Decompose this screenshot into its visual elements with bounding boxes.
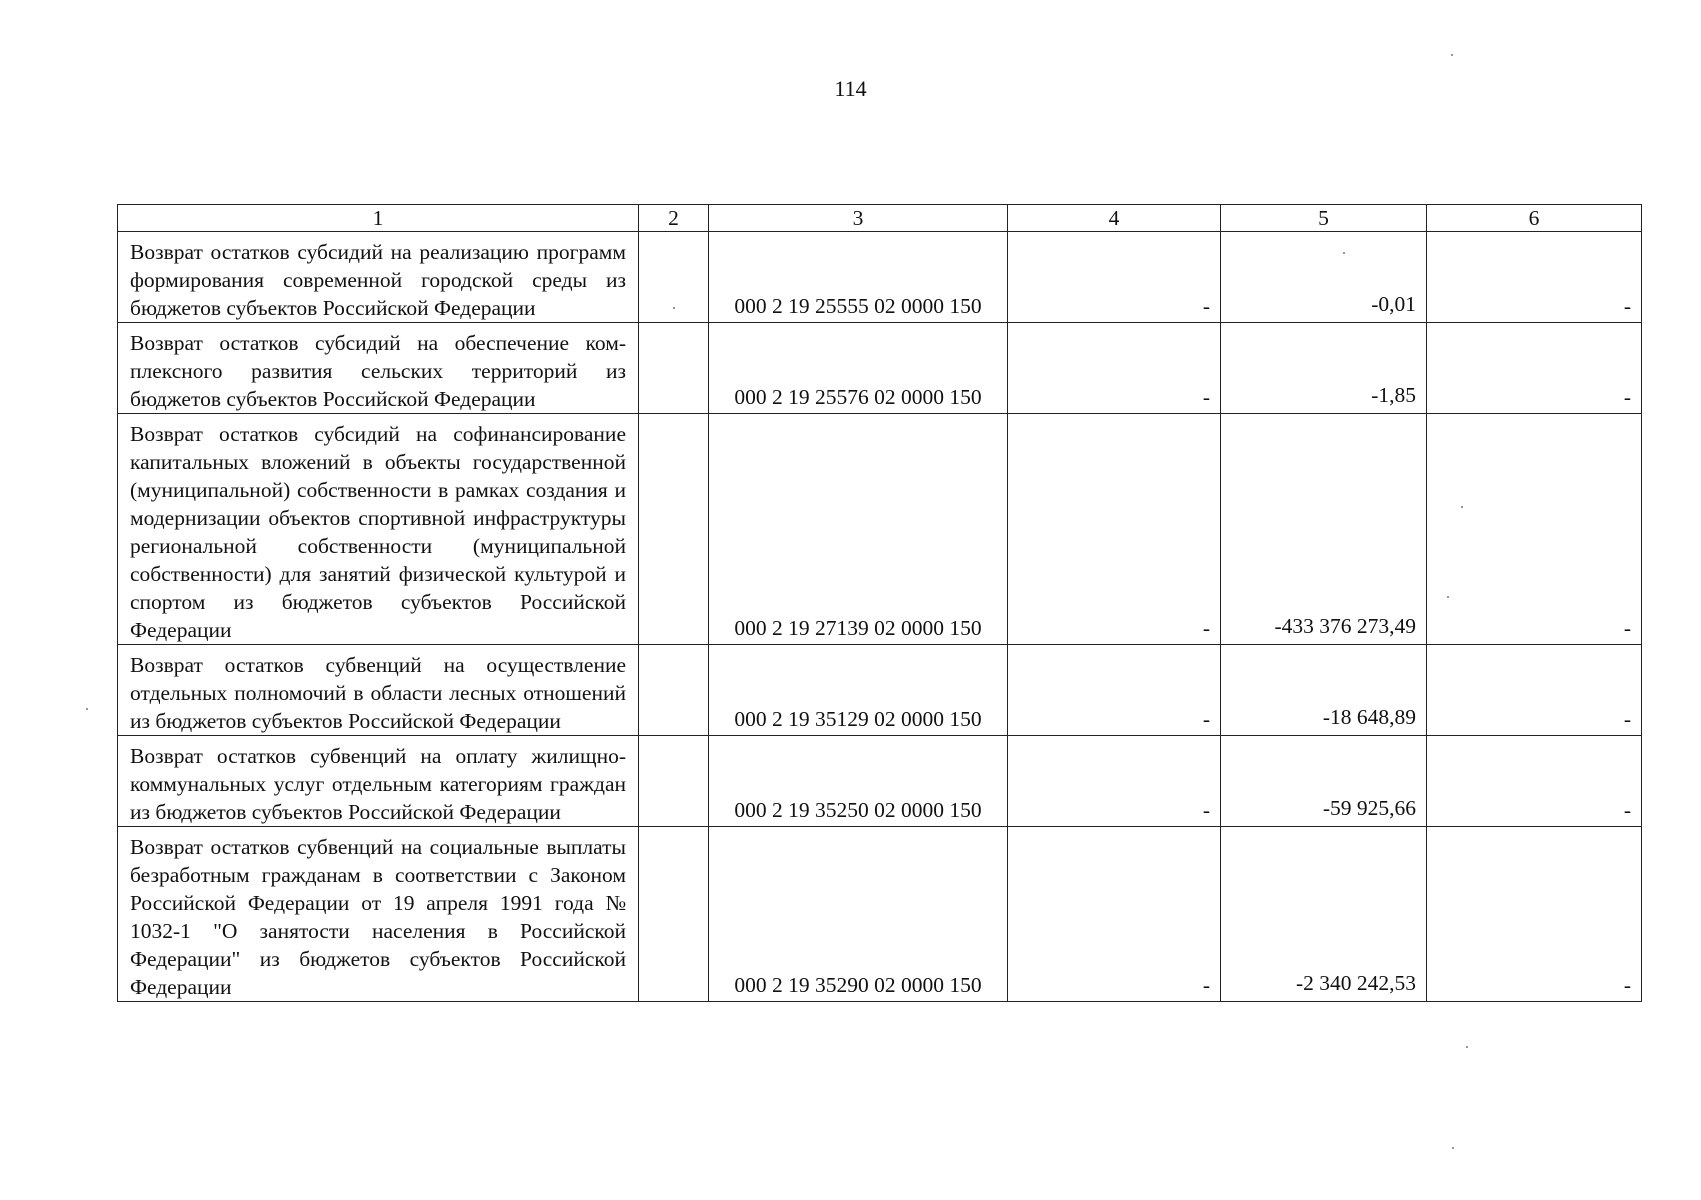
row-description: Возврат остатков субвенций на социальные выплаты безработным гражданам в соответствии с Законом Российской Федерации от 19 апреля 1991 года № 1032-1 "О занятости населения в Российской Федерации" из бюджетов субъектов Российской Федерации bbox=[118, 827, 639, 1002]
row-amount: -2 340 242,53 bbox=[1221, 827, 1427, 1002]
column-header-2: 2 bbox=[639, 205, 709, 232]
row-col6: - bbox=[1427, 645, 1642, 736]
scan-speck bbox=[86, 708, 88, 710]
row-description: Возврат остатков субсидий на софинансирование капитальных вложений в объекты государственной (муниципальной) собственности в рамках создания и модернизации объектов спортивной инфраструктуры региональной собственности (муниципальной собственности) для занятий физической культурой и спортом из бюджетов субъектов Российской Федерации bbox=[118, 414, 639, 645]
header-row bbox=[118, 205, 1642, 232]
column-header-1: 1 bbox=[118, 205, 639, 232]
row-col4: - bbox=[1008, 414, 1221, 645]
row-col2 bbox=[639, 645, 709, 736]
row-col4: - bbox=[1008, 232, 1221, 323]
row-col6: - bbox=[1427, 414, 1642, 645]
column-header-5: 5 bbox=[1221, 205, 1427, 232]
column-header-6: 6 bbox=[1427, 205, 1642, 232]
row-amount: -59 925,66 bbox=[1221, 736, 1427, 827]
table-row bbox=[118, 736, 1642, 827]
row-code: 000 2 19 35290 02 0000 150 bbox=[709, 827, 1008, 1002]
row-amount: -1,85 bbox=[1221, 323, 1427, 414]
row-amount: -0,01 bbox=[1221, 232, 1427, 323]
row-col6: - bbox=[1427, 232, 1642, 323]
column-header-4: 4 bbox=[1008, 205, 1221, 232]
row-col4: - bbox=[1008, 323, 1221, 414]
row-amount: -18 648,89 bbox=[1221, 645, 1427, 736]
row-col2 bbox=[639, 736, 709, 827]
row-code: 000 2 19 35129 02 0000 150 bbox=[709, 645, 1008, 736]
row-col2 bbox=[639, 827, 709, 1002]
row-description: Возврат остатков субвенций на осуществление отдельных полномочий в области лесных отношений из бюджетов субъектов Российской Федерации bbox=[118, 645, 639, 736]
scan-speck bbox=[1451, 54, 1453, 56]
row-description: Возврат остатков субсидий на обеспечение комплексного развития сельских территорий из бюджетов субъектов Российской Федерации bbox=[118, 323, 639, 414]
row-code: 000 2 19 35250 02 0000 150 bbox=[709, 736, 1008, 827]
row-col6: - bbox=[1427, 323, 1642, 414]
scan-speck bbox=[1452, 1147, 1454, 1149]
scan-speck bbox=[1466, 1046, 1468, 1048]
scan-speck bbox=[1461, 506, 1463, 508]
row-code: 000 2 19 25576 02 0000 150 bbox=[709, 323, 1008, 414]
row-col6: - bbox=[1427, 736, 1642, 827]
row-description: Возврат остатков субсидий на реализацию программ формирования современной городской среды из бюджетов субъектов Российской Федерации bbox=[118, 232, 639, 323]
row-col4: - bbox=[1008, 736, 1221, 827]
row-col2 bbox=[639, 323, 709, 414]
budget-table bbox=[117, 204, 1642, 1002]
row-col4: - bbox=[1008, 827, 1221, 1002]
row-description: Возврат остатков субвенций на оплату жилищно-коммунальных услуг отдельным категориям граждан из бюджетов субъектов Российской Федерации bbox=[118, 736, 639, 827]
row-code: 000 2 19 27139 02 0000 150 bbox=[709, 414, 1008, 645]
row-amount: -433 376 273,49 bbox=[1221, 414, 1427, 645]
table-row bbox=[118, 414, 1642, 645]
row-col6: - bbox=[1427, 827, 1642, 1002]
scan-speck bbox=[1343, 252, 1345, 254]
row-code: 000 2 19 25555 02 0000 150 bbox=[709, 232, 1008, 323]
table-row bbox=[118, 232, 1642, 323]
table-row bbox=[118, 645, 1642, 736]
page-number: 114 bbox=[834, 76, 867, 101]
scan-speck bbox=[673, 307, 675, 309]
row-col4: - bbox=[1008, 645, 1221, 736]
scan-speck bbox=[1447, 596, 1449, 598]
row-col2 bbox=[639, 414, 709, 645]
table-row bbox=[118, 323, 1642, 414]
table-row bbox=[118, 827, 1642, 1002]
column-header-3: 3 bbox=[709, 205, 1008, 232]
